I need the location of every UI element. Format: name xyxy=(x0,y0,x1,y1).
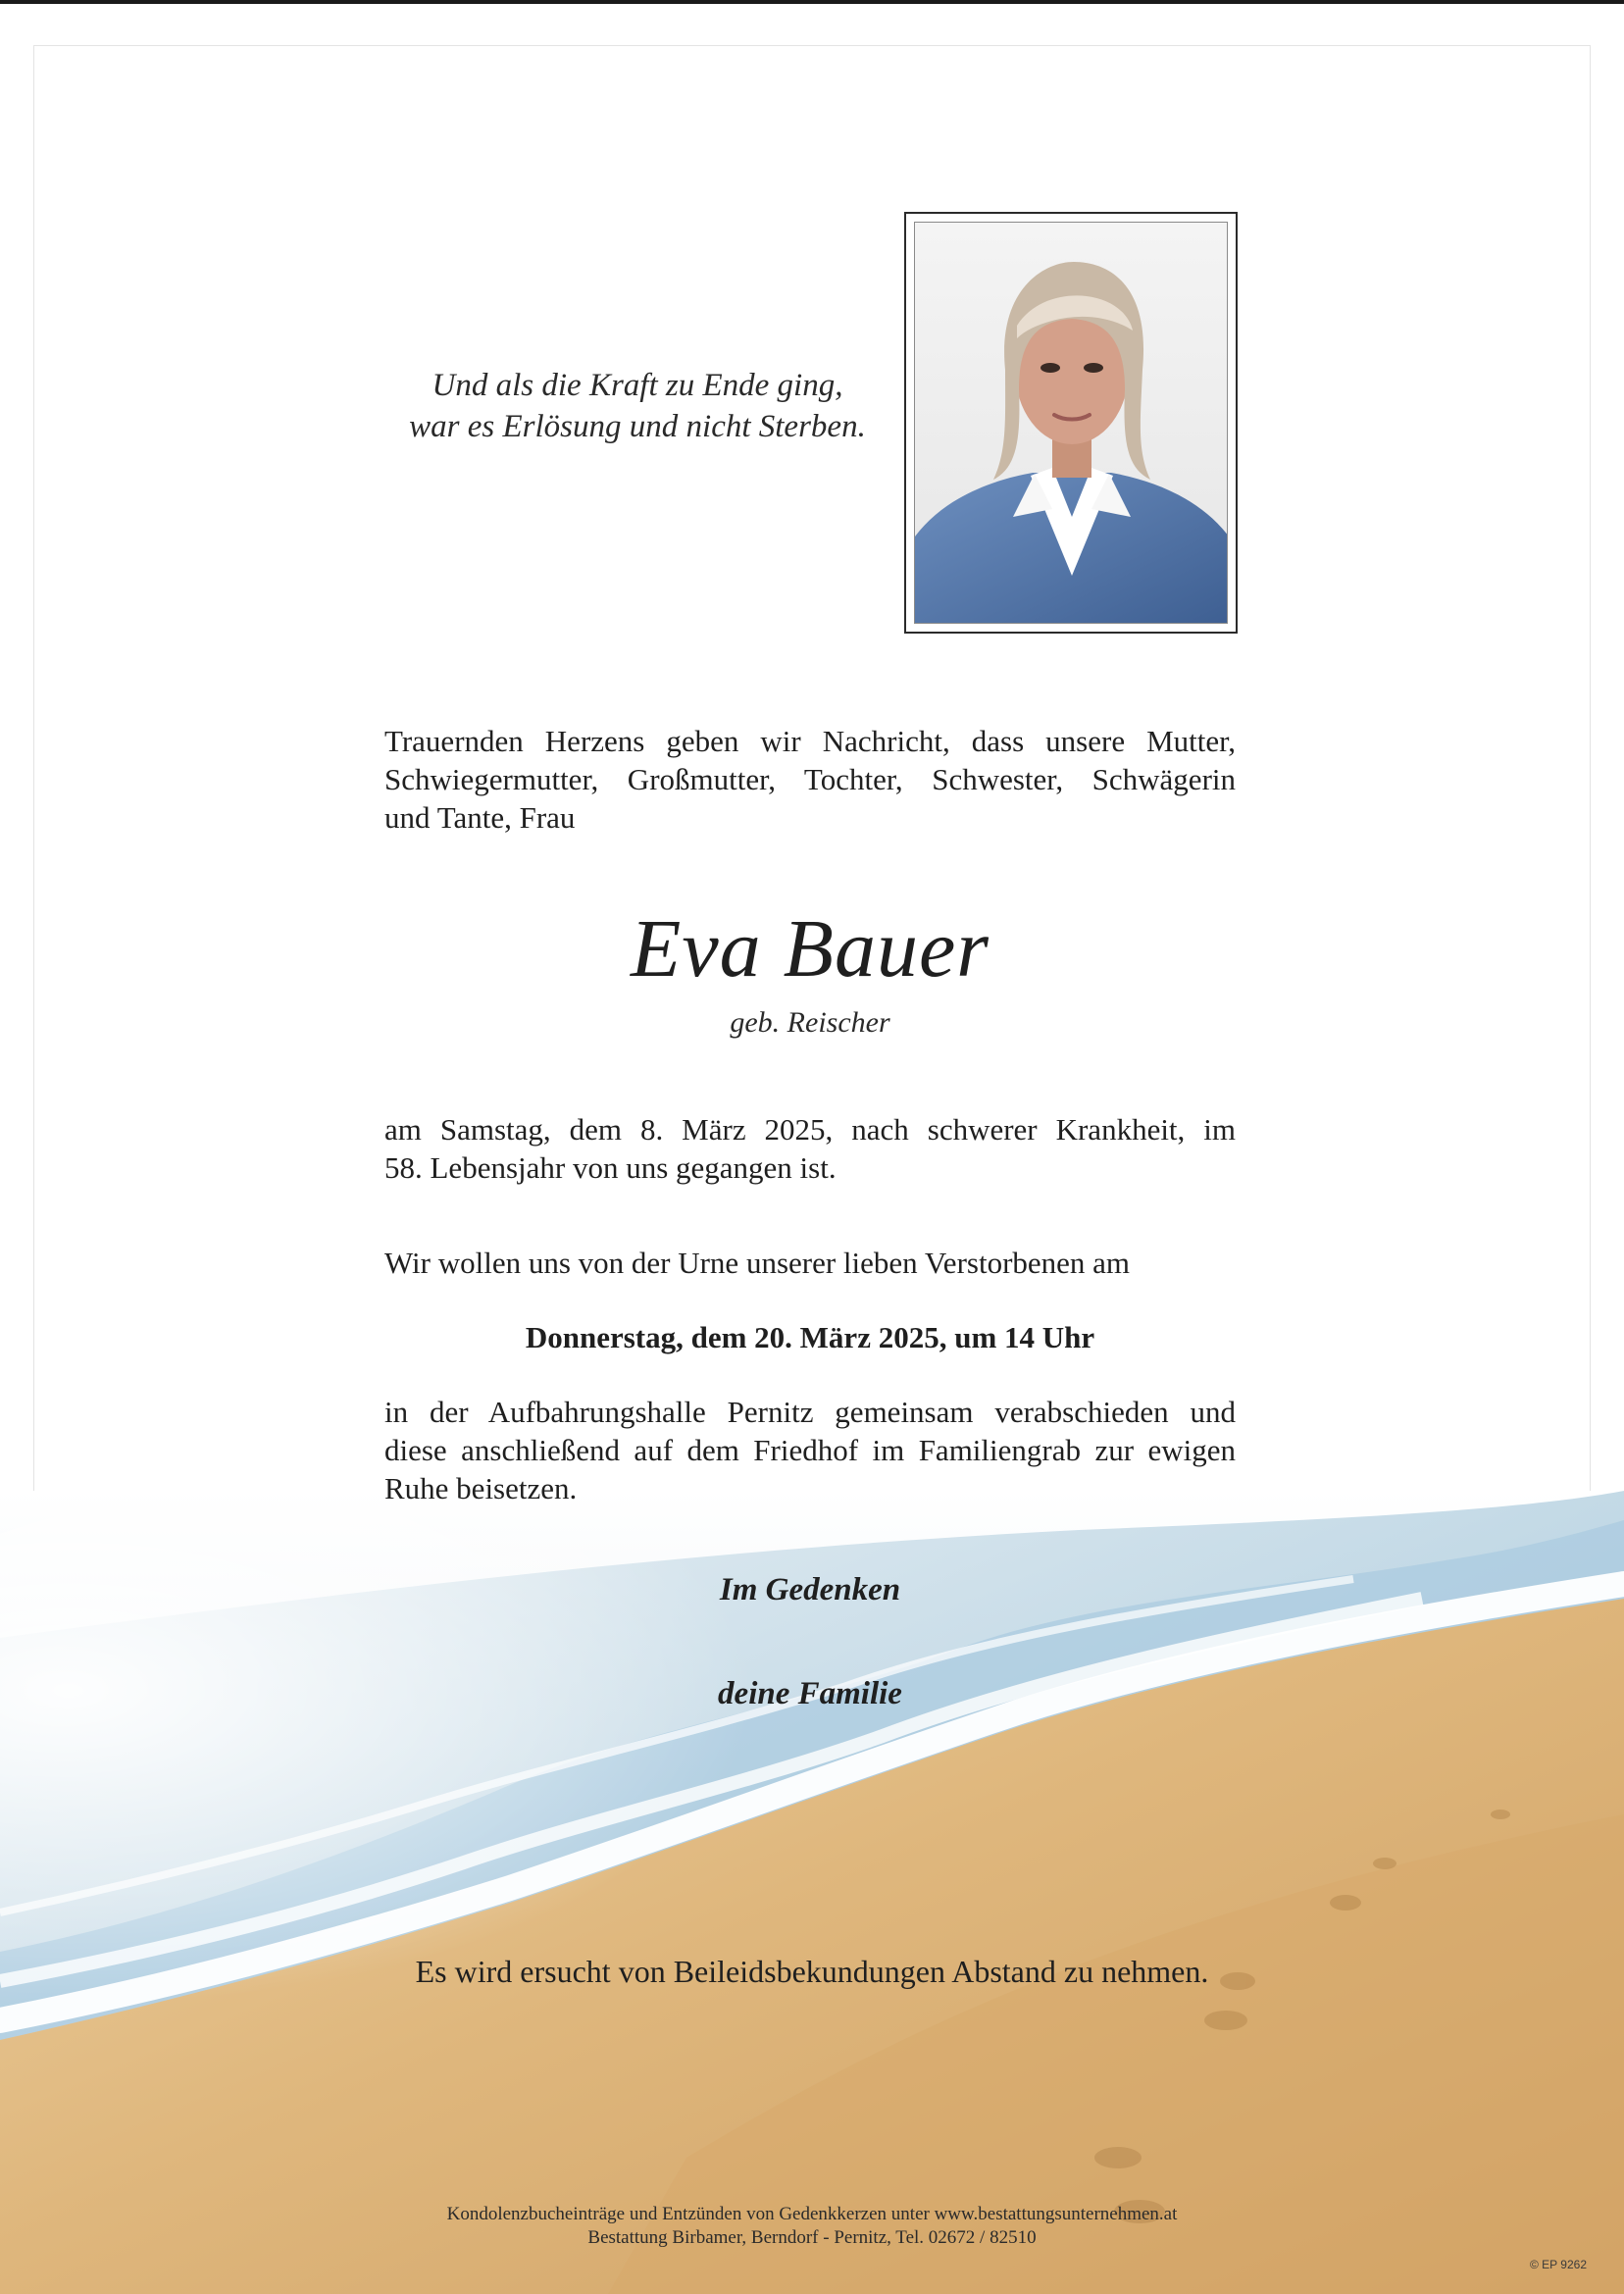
footer xyxy=(324,2203,1300,2250)
death-notice xyxy=(384,1110,1236,1187)
closing-signature: deine Familie xyxy=(718,1676,902,1711)
portrait-photo xyxy=(914,222,1228,624)
ceremony-location xyxy=(384,1393,1236,1507)
footer-line-1: Kondolenzbucheinträge und Entzünden von Gedenkkerzen unter www.bestattungsunternehmen.at xyxy=(446,2204,1178,2224)
closing-memory: Im Gedenken xyxy=(719,1572,901,1607)
death-notice-line-2: 58. Lebensjahr von uns gegangen ist. xyxy=(384,1150,837,1185)
announcement-text xyxy=(384,722,1236,837)
deceased-name: Eva Bauer xyxy=(631,903,990,994)
top-edge-rule xyxy=(0,0,1624,4)
location-line-2: diese anschließend auf dem Friedhof im Familiengrab zur ewigen xyxy=(384,1433,1236,1467)
death-notice-line-1: am Samstag, dem 8. März 2025, nach schwerer Krankheit, im xyxy=(384,1112,1236,1147)
print-code: © EP 9262 xyxy=(1530,2258,1587,2271)
maiden-name: geb. Reischer xyxy=(730,1006,890,1039)
location-line-1: in der Aufbahrungshalle Pernitz gemeinsam verabschieden und xyxy=(384,1395,1236,1429)
location-line-3: Ruhe beisetzen. xyxy=(384,1471,578,1505)
footer-line-2: Bestattung Birbamer, Berndorf - Pernitz, Tel. 02672 / 82510 xyxy=(587,2227,1037,2248)
portrait-frame xyxy=(904,212,1238,634)
quote-line-1: Und als die Kraft zu Ende ging, xyxy=(431,368,843,403)
announcement-line-2: Schwiegermutter, Großmutter, Tochter, Schwester, Schwägerin xyxy=(384,762,1236,796)
memorial-quote xyxy=(373,365,902,447)
announcement-line-1: Trauernden Herzens geben wir Nachricht, dass unsere Mutter, xyxy=(384,724,1236,758)
ceremony-date: Donnerstag, dem 20. März 2025, um 14 Uhr xyxy=(525,1320,1095,1354)
quote-line-2: war es Erlösung und nicht Sterben. xyxy=(409,409,866,444)
beach-background-image xyxy=(0,1491,1624,2294)
farewell-intro: Wir wollen uns von der Urne unserer lieben Verstorbenen am xyxy=(384,1246,1131,1280)
condolence-request: Es wird ersucht von Beileidsbekundungen Abstand zu nehmen. xyxy=(415,1954,1209,1989)
announcement-line-3: und Tante, Frau xyxy=(384,800,576,835)
